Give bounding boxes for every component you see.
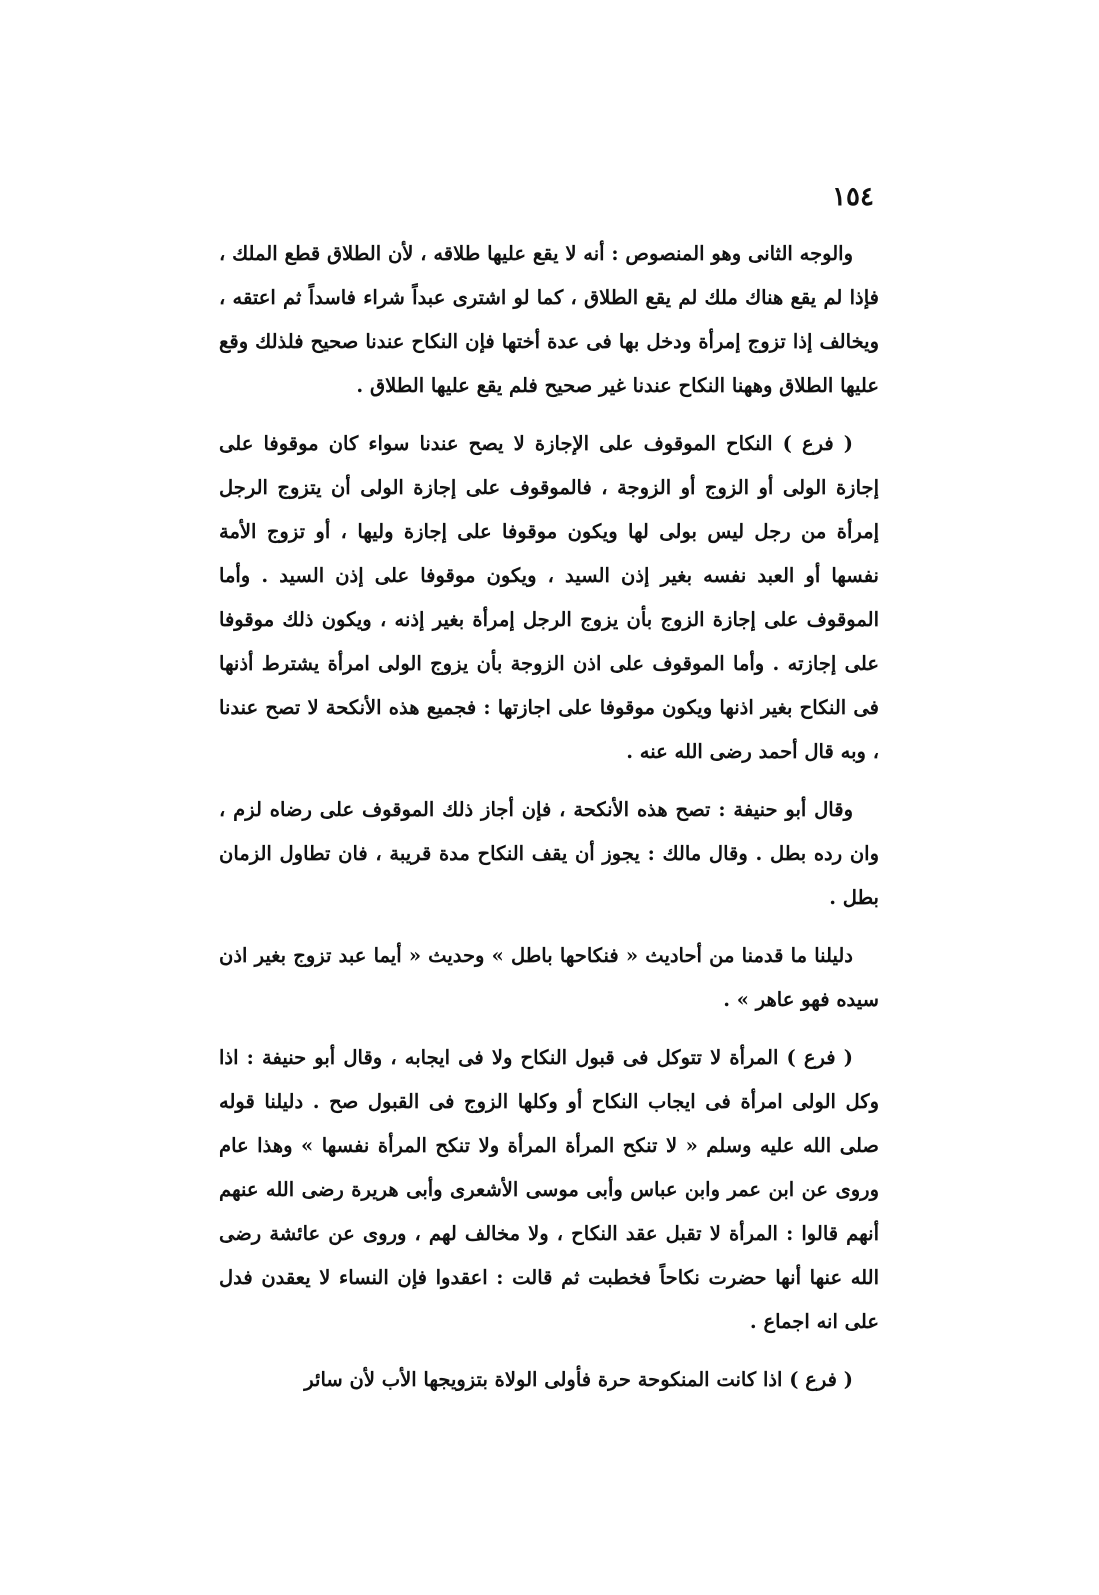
paragraph-5: ( فرع ) المرأة لا تتوكل فى قبول النكاح ولا فى ايجابه ، وقال أبو حنيفة : اذا وكل الولى امرأة فى ايجاب النكاح أو وكلها الزوج فى القبول صح . دليلنا قوله صلى الله عليه وسلم « لا تنكح المرأة المرأة ولا تنكح المرأة نفسها » وهذا عام وروى عن ابن عمر وابن عباس وأبى موسى الأشعرى وأبى هريرة رضى الله عنهم أنهم قالوا : المرأة لا تقبل عقد النكاح ، ولا مخالف لهم ، وروى عن عائشة رضى الله عنها أنها حضرت نكاحاً فخطبت ثم قالت : اعقدوا فإن النساء لا يعقدن فدل على انه اجماع .: [219, 1046, 879, 1333]
body-text: [219, 232, 879, 1416]
paragraph-2: ( فرع ) النكاح الموقوف على الإجازة لا يصح عندنا سواء كان موقوفا على إجازة الولى أو الزوج أو الزوجة ، فالموقوف على إجازة الولى أن يتزوج الرجل إمرأة من رجل ليس بولى لها ويكون موقوفا على إجازة وليها ، أو تزوج الأمة نفسها أو العبد نفسه بغير إذن السيد ، ويكون موقوفا على إذن السيد . وأما الموقوف على إجازة الزوج بأن يزوج الرجل إمرأة بغير إذنه ، ويكون ذلك موقوفا على إجازته . وأما الموقوف على اذن الزوجة بأن يزوج الولى امرأة يشترط أذنها فى النكاح بغير اذنها ويكون موقوفا على اجازتها : فجميع هذه الأنكحة لا تصح عندنا ، وبه قال أحمد رضى الله عنه .: [219, 432, 879, 763]
paragraph-6: ( فرع ) اذا كانت المنكوحة حرة فأولى الولاة بتزويجها الأب لأن سائر: [304, 1368, 853, 1391]
page-number: ١٥٤: [832, 182, 874, 212]
paragraph-1: والوجه الثانى وهو المنصوص : أنه لا يقع عليها طلاقه ، لأن الطلاق قطع الملك ، فإذا لم يقع هناك ملك لم يقع الطلاق ، كما لو اشترى عبداً شراء فاسداً ثم اعتقه ، ويخالف إذا تزوج إمرأة ودخل بها فى عدة أختها فإن النكاح عندنا صحيح فلذلك وقع عليها الطلاق وههنا النكاح عندنا غير صحيح فلم يقع عليها الطلاق .: [219, 242, 879, 397]
paragraph-4: دليلنا ما قدمنا من أحاديث « فنكاحها باطل » وحديث « أيما عبد تزوج بغير اذن سيده فهو عاهر » .: [219, 944, 879, 1011]
paragraph-3: وقال أبو حنيفة : تصح هذه الأنكحة ، فإن أجاز ذلك الموقوف على رضاه لزم ، وان رده بطل . وقال مالك : يجوز أن يقف النكاح مدة قريبة ، فان تطاول الزمان بطل .: [219, 798, 879, 909]
